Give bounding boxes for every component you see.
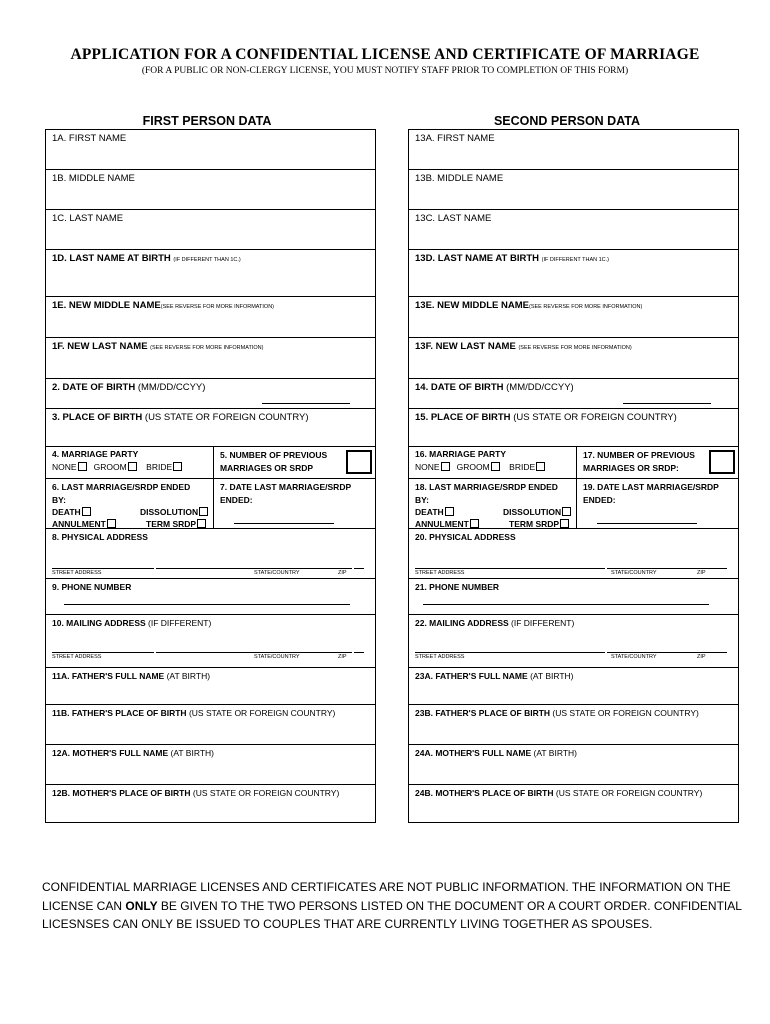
field-note: (IF DIFFERENT THAN 1C.) (173, 257, 241, 263)
bride-checkbox[interactable] (173, 462, 182, 471)
street-line (415, 652, 605, 653)
notice-emphasis: ONLY (125, 898, 158, 913)
field-note: (SEE REVERSE FOR MORE INFORMATION) (150, 345, 264, 351)
second-person-heading: SECOND PERSON DATA (493, 114, 641, 128)
dissolution-checkbox[interactable] (199, 507, 208, 516)
field-note: (AT BIRTH) (530, 671, 574, 681)
new-last-name-field[interactable] (409, 338, 738, 379)
first-name-field[interactable] (46, 130, 375, 170)
zip-caption: ZIP (697, 654, 706, 660)
notice-text-2: BE GIVEN TO THE TWO PERSONS LISTED ON THE DOCUMENT OR A COURT ORDER. CONFIDENTIAL LICESNSES CAN ONLY BE ISSUED TO COUPLES THAT ARE CURRENTLY LIVING TOGETHER AS SPOUSES. (42, 898, 742, 931)
last-marriage-row (46, 479, 375, 529)
death-checkbox[interactable] (445, 507, 454, 516)
street-caption: STREET ADDRESS (415, 654, 465, 660)
date-last-marriage-cell[interactable] (577, 479, 738, 528)
field-note: (AT BIRTH) (170, 748, 214, 758)
phone-number-field[interactable] (409, 579, 738, 615)
middle-name-field[interactable] (409, 170, 738, 210)
field-label: 7. DATE LAST MARRIAGE/SRDP ENDED: (220, 482, 351, 505)
previous-marriages-box[interactable] (709, 450, 735, 474)
field-label: 11B. FATHER'S PLACE OF BIRTH (52, 708, 187, 718)
field-note: (MM/DD/CCYY) (506, 382, 574, 393)
field-note: (IF DIFFERENT THAN 1C.) (541, 257, 609, 263)
annulment-checkbox[interactable] (470, 519, 479, 528)
option-groom: GROOM (93, 462, 127, 472)
zip-line (354, 652, 364, 653)
field-label: 2. DATE OF BIRTH (52, 382, 136, 393)
physical-address-field[interactable] (46, 529, 375, 579)
field-note: (IF DIFFERENT) (511, 618, 575, 628)
field-label: 1C. LAST NAME (52, 213, 124, 224)
party-row (46, 447, 375, 479)
state-caption: STATE/COUNTRY (611, 654, 657, 660)
field-note: (US STATE OR FOREIGN COUNTRY) (192, 788, 340, 798)
date-line (262, 403, 350, 404)
field-label: 13F. NEW LAST NAME (415, 341, 516, 352)
field-label: 1D. LAST NAME AT BIRTH (52, 253, 171, 264)
party-row (409, 447, 738, 479)
street-caption: STREET ADDRESS (52, 654, 102, 660)
bride-checkbox[interactable] (536, 462, 545, 471)
field-label: 23A. FATHER'S FULL NAME (415, 671, 528, 681)
term-srdp-checkbox[interactable] (197, 519, 206, 528)
zip-caption: ZIP (697, 570, 706, 576)
phone-line (64, 604, 350, 605)
field-label: 16. MARRIAGE PARTY (415, 449, 506, 459)
last-marriage-cell (409, 479, 577, 528)
option-annulment: ANNULMENT (415, 519, 469, 529)
option-death: DEATH (415, 507, 444, 517)
field-label: 8. PHYSICAL ADDRESS (52, 532, 148, 542)
field-note: (AT BIRTH) (166, 671, 211, 681)
field-label: 13A. FIRST NAME (415, 133, 495, 144)
state-line (156, 568, 352, 569)
field-label: 15. PLACE OF BIRTH (415, 412, 511, 423)
notice-text-1: CONFIDENTIAL MARRIAGE LICENSES AND CERTIFICATES ARE NOT PUBLIC INFORMATION. THE INFORMATION ON THE LICENSE CAN (42, 880, 731, 913)
last-name-at-birth-field[interactable] (46, 250, 375, 297)
option-dissolution: DISSOLUTION (503, 507, 562, 517)
father-place-of-birth-field[interactable] (46, 705, 375, 745)
field-note: (SEE REVERSE FOR MORE INFORMATION) (529, 304, 643, 310)
none-checkbox[interactable] (78, 462, 87, 471)
last-name-at-birth-field[interactable] (409, 250, 738, 297)
field-label: 10. MAILING ADDRESS (52, 618, 146, 628)
marriage-party-cell (409, 447, 577, 478)
field-label: 5. NUMBER OF PREVIOUS MARRIAGES OR SRDP (220, 450, 328, 473)
field-note: (US STATE OR FOREIGN COUNTRY) (144, 412, 309, 423)
zip-caption: ZIP (338, 570, 347, 576)
option-annulment: ANNULMENT (52, 519, 106, 529)
new-middle-name-field[interactable] (409, 297, 738, 338)
state-caption: STATE/COUNTRY (254, 654, 300, 660)
field-label: 21. PHONE NUMBER (415, 582, 500, 592)
groom-checkbox[interactable] (128, 462, 137, 471)
field-label: 1A. FIRST NAME (52, 133, 127, 144)
last-marriage-row (409, 479, 738, 529)
state-caption: STATE/COUNTRY (611, 570, 657, 576)
field-label: 13D. LAST NAME AT BIRTH (415, 253, 540, 264)
place-of-birth-field[interactable] (46, 409, 375, 447)
option-death: DEATH (52, 507, 81, 517)
field-note: (IF DIFFERENT) (148, 618, 212, 628)
field-label: 13E. NEW MIDDLE NAME (415, 300, 530, 311)
mother-place-of-birth-field[interactable] (46, 785, 375, 822)
street-caption: STREET ADDRESS (415, 570, 465, 576)
field-label: 1B. MIDDLE NAME (52, 173, 135, 184)
option-dissolution: DISSOLUTION (140, 507, 199, 517)
last-name-field[interactable] (409, 210, 738, 250)
field-note: (US STATE OR FOREIGN COUNTRY) (552, 708, 699, 718)
field-label: 23B. FATHER'S PLACE OF BIRTH (415, 708, 551, 718)
date-line (234, 523, 334, 524)
option-bride: BRIDE (509, 462, 536, 472)
field-note: (US STATE OR FOREIGN COUNTRY) (555, 788, 703, 798)
field-note: (SEE REVERSE FOR MORE INFORMATION) (160, 304, 274, 310)
field-label: 1E. NEW MIDDLE NAME (52, 300, 161, 311)
field-label: 11A. FATHER'S FULL NAME (52, 671, 165, 681)
field-label: 14. DATE OF BIRTH (415, 382, 504, 393)
zip-line (354, 568, 364, 569)
state-line (156, 652, 352, 653)
form-subtitle: (FOR A PUBLIC OR NON-CLERGY LICENSE, YOU MUST NOTIFY STAFF PRIOR TO COMPLETION OF THIS FORM) (141, 66, 629, 76)
field-note: (SEE REVERSE FOR MORE INFORMATION) (518, 345, 632, 351)
annulment-checkbox[interactable] (107, 519, 116, 528)
last-name-field[interactable] (46, 210, 375, 250)
second-person-column (408, 129, 739, 823)
mother-place-of-birth-field[interactable] (409, 785, 738, 822)
previous-marriages-box[interactable] (346, 450, 372, 474)
option-none: NONE (415, 462, 440, 472)
previous-marriages-cell (577, 447, 738, 478)
field-label: 3. PLACE OF BIRTH (52, 412, 143, 423)
state-line (607, 652, 727, 653)
phone-number-field[interactable] (46, 579, 375, 615)
place-of-birth-field[interactable] (409, 409, 738, 447)
field-label: 13B. MIDDLE NAME (415, 173, 504, 184)
term-srdp-checkbox[interactable] (560, 519, 569, 528)
field-label: 24B. MOTHER'S PLACE OF BIRTH (415, 788, 554, 798)
state-line (607, 568, 727, 569)
date-line (623, 403, 711, 404)
new-last-name-field[interactable] (46, 338, 375, 379)
date-of-birth-field[interactable] (46, 379, 375, 409)
new-middle-name-field[interactable] (46, 297, 375, 338)
last-marriage-cell (46, 479, 214, 528)
death-checkbox[interactable] (82, 507, 91, 516)
field-label: 17. NUMBER OF PREVIOUS MARRIAGES OR SRDP: (583, 450, 695, 473)
field-label: 1F. NEW LAST NAME (52, 341, 148, 352)
field-note: (AT BIRTH) (533, 748, 577, 758)
first-person-heading: FIRST PERSON DATA (142, 114, 272, 128)
street-line (415, 568, 605, 569)
first-person-column (45, 129, 376, 823)
field-label: 13C. LAST NAME (415, 213, 492, 224)
field-label: 22. MAILING ADDRESS (415, 618, 509, 628)
physical-address-field[interactable] (409, 529, 738, 579)
zip-caption: ZIP (338, 654, 347, 660)
field-label: 20. PHYSICAL ADDRESS (415, 532, 516, 542)
field-note: (US STATE OR FOREIGN COUNTRY) (513, 412, 677, 423)
field-label: 18. LAST MARRIAGE/SRDP ENDED BY: (415, 482, 558, 505)
first-name-field[interactable] (409, 130, 738, 170)
field-label: 6. LAST MARRIAGE/SRDP ENDED BY: (52, 482, 191, 505)
date-last-marriage-cell[interactable] (214, 479, 375, 528)
field-note: (US STATE OR FOREIGN COUNTRY) (188, 708, 336, 718)
state-caption: STATE/COUNTRY (254, 570, 300, 576)
date-line (597, 523, 697, 524)
field-label: 19. DATE LAST MARRIAGE/SRDP ENDED: (583, 482, 719, 505)
option-bride: BRIDE (146, 462, 173, 472)
mother-name-field[interactable] (409, 745, 738, 785)
none-checkbox[interactable] (441, 462, 450, 471)
marriage-party-cell (46, 447, 214, 478)
street-line (52, 652, 154, 653)
groom-checkbox[interactable] (491, 462, 500, 471)
form-title: APPLICATION FOR A CONFIDENTIAL LICENSE AND CERTIFICATE OF MARRIAGE (70, 46, 700, 63)
street-line (52, 568, 154, 569)
dissolution-checkbox[interactable] (562, 507, 571, 516)
field-label: 24A. MOTHER'S FULL NAME (415, 748, 532, 758)
mailing-address-field[interactable] (409, 615, 738, 668)
mother-name-field[interactable] (46, 745, 375, 785)
father-name-field[interactable] (46, 668, 375, 705)
father-place-of-birth-field[interactable] (409, 705, 738, 745)
confidentiality-notice (42, 878, 742, 934)
option-term-srdp: TERM SRDP (146, 519, 197, 529)
phone-line (423, 604, 709, 605)
date-of-birth-field[interactable] (409, 379, 738, 409)
previous-marriages-cell (214, 447, 375, 478)
field-label: 4. MARRIAGE PARTY (52, 449, 139, 459)
mailing-address-field[interactable] (46, 615, 375, 668)
middle-name-field[interactable] (46, 170, 375, 210)
field-label: 12B. MOTHER'S PLACE OF BIRTH (52, 788, 191, 798)
field-note: (MM/DD/CCYY) (137, 382, 206, 393)
field-label: 12A. MOTHER'S FULL NAME (52, 748, 169, 758)
father-name-field[interactable] (409, 668, 738, 705)
option-groom: GROOM (456, 462, 490, 472)
option-term-srdp: TERM SRDP (509, 519, 560, 529)
street-caption: STREET ADDRESS (52, 570, 102, 576)
field-label: 9. PHONE NUMBER (52, 582, 132, 592)
option-none: NONE (52, 462, 77, 472)
